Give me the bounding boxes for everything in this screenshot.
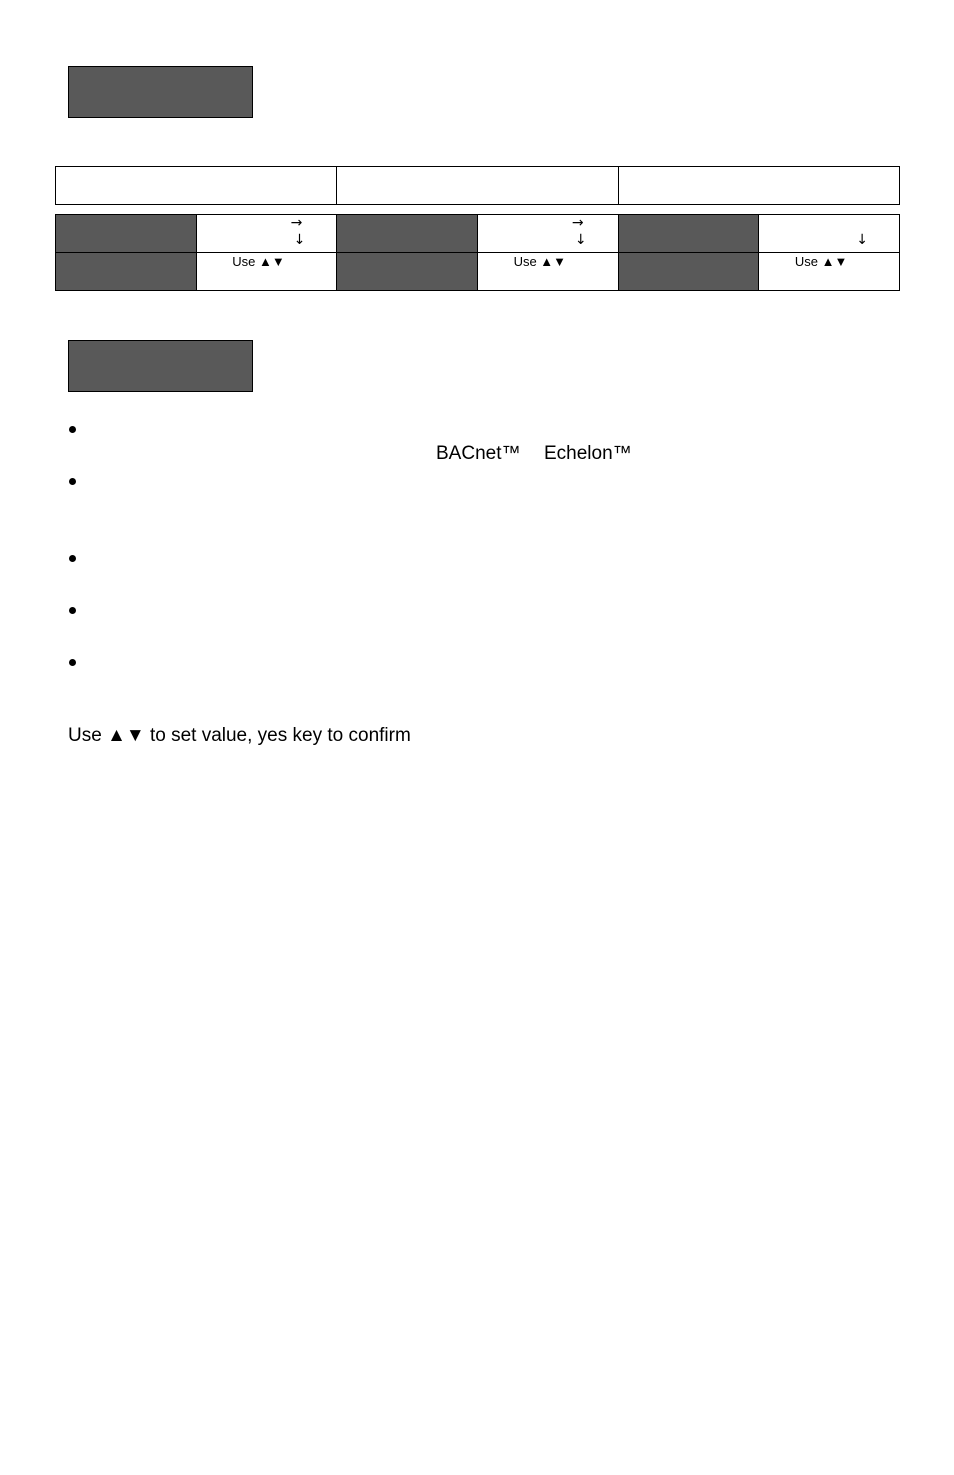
bacnet-label: BACnet™ xyxy=(436,443,521,464)
arrow-down-icon: ↓ xyxy=(574,232,587,248)
bullet-icon xyxy=(68,425,78,435)
arrow-right-icon: → xyxy=(290,215,303,231)
header-cell-1 xyxy=(56,167,337,205)
use-arrows-hint: Use ▲▼ xyxy=(794,254,848,269)
menu-grid-row xyxy=(56,215,900,253)
bullet-icon xyxy=(68,658,78,668)
instruction-text: Use ▲▼ to set value, yes key to confirm xyxy=(68,725,411,746)
use-arrows-hint: Use ▲▼ xyxy=(513,254,567,269)
arrow-right-icon: → xyxy=(571,215,584,231)
menu-grid xyxy=(55,214,900,291)
bullet-icon xyxy=(68,554,78,564)
bullet-icon xyxy=(68,477,78,487)
arrow-down-icon: ↓ xyxy=(293,232,306,248)
menu-display-cell xyxy=(56,253,197,291)
menu-display-cell xyxy=(337,215,478,253)
section-heading-box xyxy=(68,340,253,392)
menu-display-cell xyxy=(56,215,197,253)
menu-hint-cell xyxy=(759,253,900,291)
use-arrows-hint: Use ▲▼ xyxy=(232,254,285,269)
menu-hint-cell xyxy=(477,253,618,291)
menu-display-cell xyxy=(337,253,478,291)
menu-nav-cell xyxy=(477,215,618,253)
header-cell-2 xyxy=(337,167,618,205)
menu-display-cell xyxy=(618,253,759,291)
bullet-icon xyxy=(68,606,78,616)
header-cell-3 xyxy=(618,167,899,205)
menu-grid-row xyxy=(56,253,900,291)
menu-hint-cell xyxy=(196,253,337,291)
menu-nav-cell xyxy=(196,215,337,253)
section-heading-box xyxy=(68,66,253,118)
arrow-down-icon: ↓ xyxy=(856,232,868,248)
header-table xyxy=(55,166,900,205)
echelon-label: Echelon™ xyxy=(544,443,632,464)
menu-display-cell xyxy=(618,215,759,253)
menu-nav-cell xyxy=(759,215,900,253)
